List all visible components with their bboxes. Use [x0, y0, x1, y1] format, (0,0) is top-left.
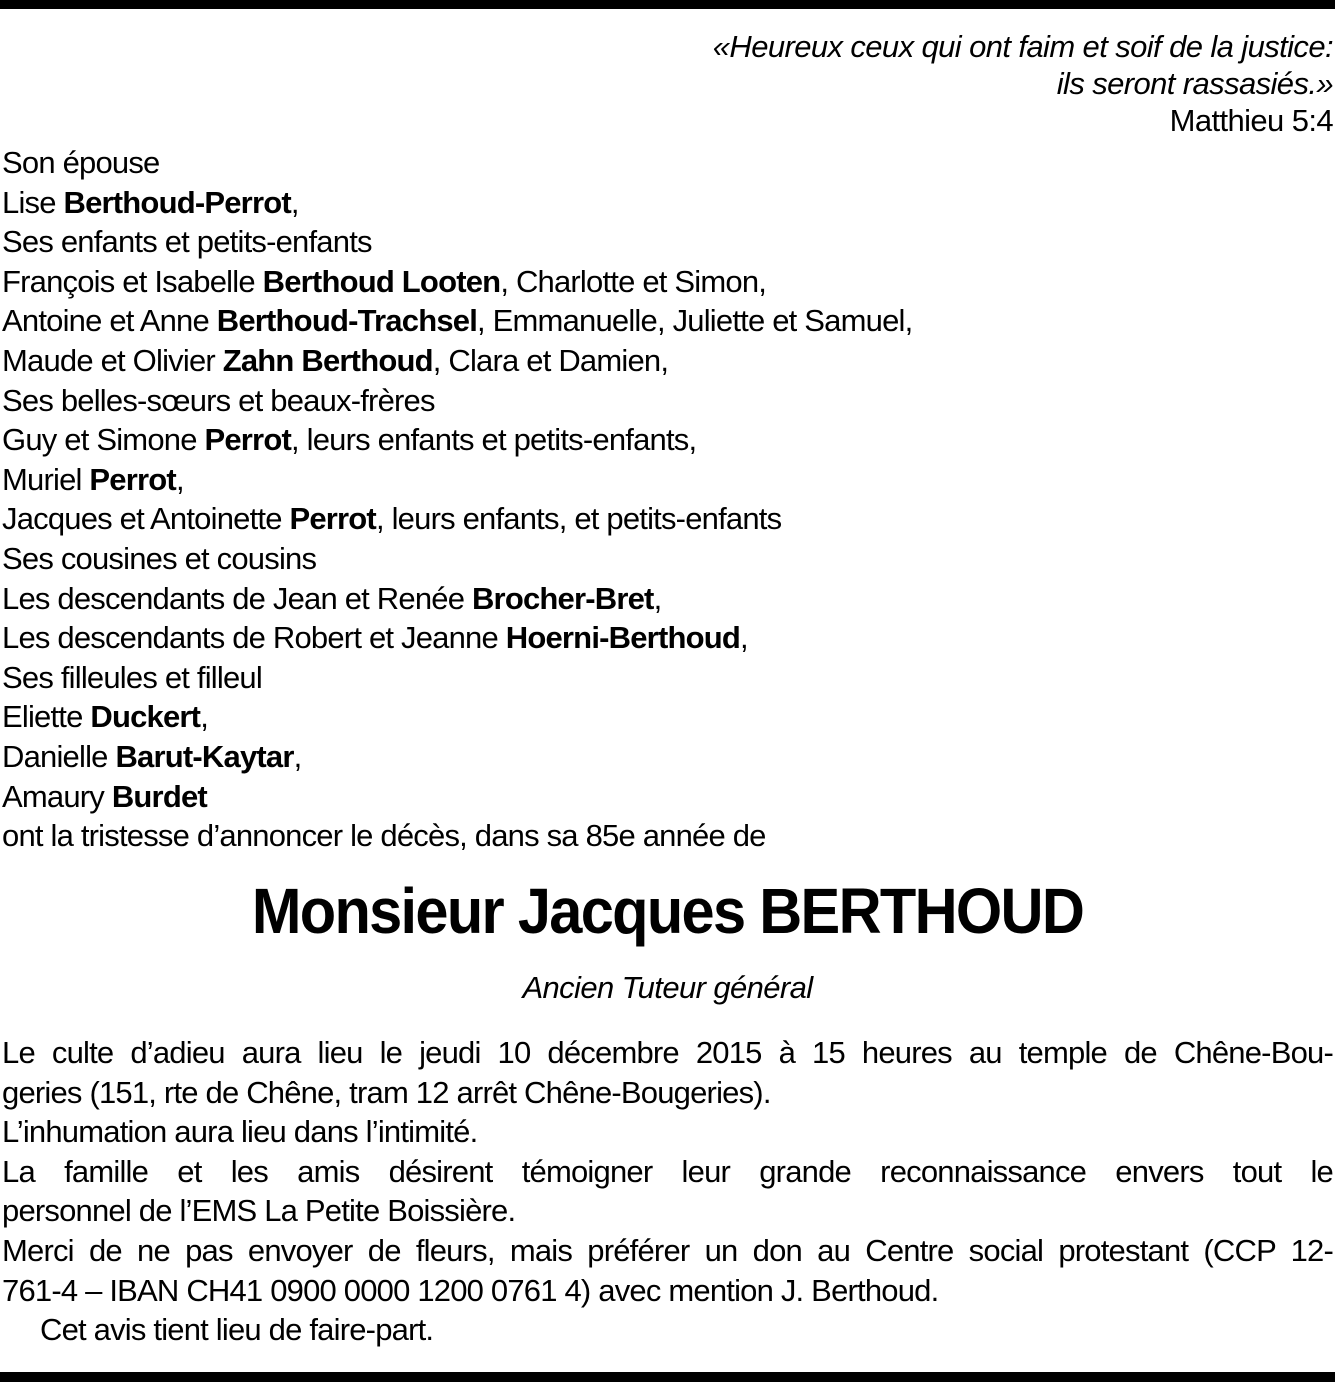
deceased-name: Monsieur Jacques BERTHOUD: [251, 875, 1084, 947]
family-text: Les descendants de Jean et Renée: [2, 580, 472, 616]
family-text: ,: [653, 580, 662, 616]
family-text: Jacques et Antoinette: [2, 501, 290, 537]
family-surname: Hoerni-Berthoud: [505, 620, 741, 656]
quote-reference: Matthieu 5:4: [1169, 103, 1333, 138]
family-text: Son épouse: [2, 145, 160, 180]
detail-line: geries (151, rte de Chêne, tram 12 arrêt Chêne-Bougeries).: [2, 1074, 771, 1110]
family-line: [2, 341, 912, 381]
family-line: [2, 697, 912, 737]
family-line: [2, 301, 912, 341]
quote-line-1: «Heureux ceux qui ont faim et soif de la justice:: [712, 29, 1333, 64]
family-text: ,: [293, 738, 302, 774]
family-line: [2, 460, 912, 500]
family-surname: Burdet: [111, 778, 207, 814]
family-line: [2, 737, 912, 777]
detail-line: L’inhumation aura lieu dans l’intimité.: [2, 1114, 478, 1150]
family-line: [2, 381, 912, 421]
detail-line: La famille et les amis désirent témoigner leur grande reconnaissance envers tout le: [2, 1153, 1333, 1189]
detail-line: Merci de ne pas envoyer de fleurs, mais préférer un don au Centre social protestant (CCP 12-: [2, 1232, 1333, 1268]
family-text: Ses filleules et filleul: [2, 659, 262, 695]
family-surname: Berthoud-Perrot: [63, 184, 291, 220]
quote-line-2: ils seront rassasiés.»: [1056, 66, 1333, 101]
family-text: ,: [175, 461, 184, 497]
deceased-title: Ancien Tuteur général: [522, 970, 813, 1005]
family-text: Danielle: [2, 738, 116, 774]
family-text: Ses belles-sœurs et beaux-frères: [2, 382, 435, 418]
family-text: , leurs enfants et petits-enfants,: [290, 422, 697, 458]
family-text: Guy et Simone: [2, 422, 205, 458]
family-surname: Brocher-Bret: [471, 580, 654, 616]
family-text: Muriel: [2, 461, 90, 497]
family-line: [2, 420, 912, 460]
family-surname: Berthoud Looten: [262, 263, 501, 299]
family-line: [2, 222, 912, 262]
family-line: [2, 539, 912, 579]
family-line: [2, 499, 912, 539]
bottom-rule: [0, 1372, 1335, 1382]
ceremony-details: [2, 1033, 1333, 1350]
family-text: Amaury: [2, 778, 112, 814]
family-text: , Emmanuelle, Juliette et Samuel,: [477, 303, 913, 339]
family-surname: Duckert: [90, 699, 201, 735]
family-line: [2, 618, 912, 658]
family-list: [2, 143, 912, 856]
family-text: ont la tristesse d’annoncer le décès, dans sa 85e année de: [2, 818, 766, 854]
family-line: [2, 777, 912, 817]
family-text: ,: [740, 620, 748, 656]
family-surname: Zahn Berthoud: [222, 342, 433, 378]
family-surname: Perrot: [289, 501, 376, 537]
family-line: [2, 262, 912, 302]
family-line: [2, 658, 912, 698]
family-text: Antoine et Anne: [2, 303, 217, 339]
family-text: Ses enfants et petits-enfants: [2, 224, 372, 260]
detail-line: Cet avis tient lieu de faire-part.: [40, 1312, 434, 1348]
family-line: [2, 579, 912, 619]
family-text: Lise: [2, 184, 64, 220]
family-surname: Perrot: [89, 461, 176, 497]
family-line: [2, 816, 912, 856]
family-text: , Clara et Damien,: [432, 342, 669, 378]
family-text: Eliette: [2, 699, 91, 735]
family-surname: Berthoud-Trachsel: [216, 303, 478, 339]
detail-line: Le culte d’adieu aura lieu le jeudi 10 décembre 2015 à 15 heures au temple de Chêne-Bou-: [2, 1035, 1333, 1070]
family-text: , leurs enfants, et petits-enfants: [375, 501, 782, 537]
family-surname: Barut-Kaytar: [115, 738, 294, 774]
family-surname: Perrot: [204, 422, 291, 458]
family-text: Ses cousines et cousins: [2, 540, 317, 576]
family-text: Maude et Olivier: [2, 342, 223, 378]
family-line: [2, 183, 912, 223]
family-text: ,: [200, 699, 209, 735]
bible-quote: [713, 28, 1333, 139]
family-text: Les descendants de Robert et Jeanne: [2, 620, 506, 656]
family-text: François et Isabelle: [2, 263, 263, 299]
detail-line: 761-4 – IBAN CH41 0900 0000 1200 0761 4) avec mention J. Berthoud.: [2, 1272, 939, 1308]
family-text: ,: [290, 184, 299, 220]
family-text: , Charlotte et Simon,: [500, 263, 767, 299]
family-line: [2, 143, 912, 183]
detail-line: personnel de l’EMS La Petite Boissière.: [2, 1193, 516, 1229]
top-rule: [0, 0, 1335, 9]
